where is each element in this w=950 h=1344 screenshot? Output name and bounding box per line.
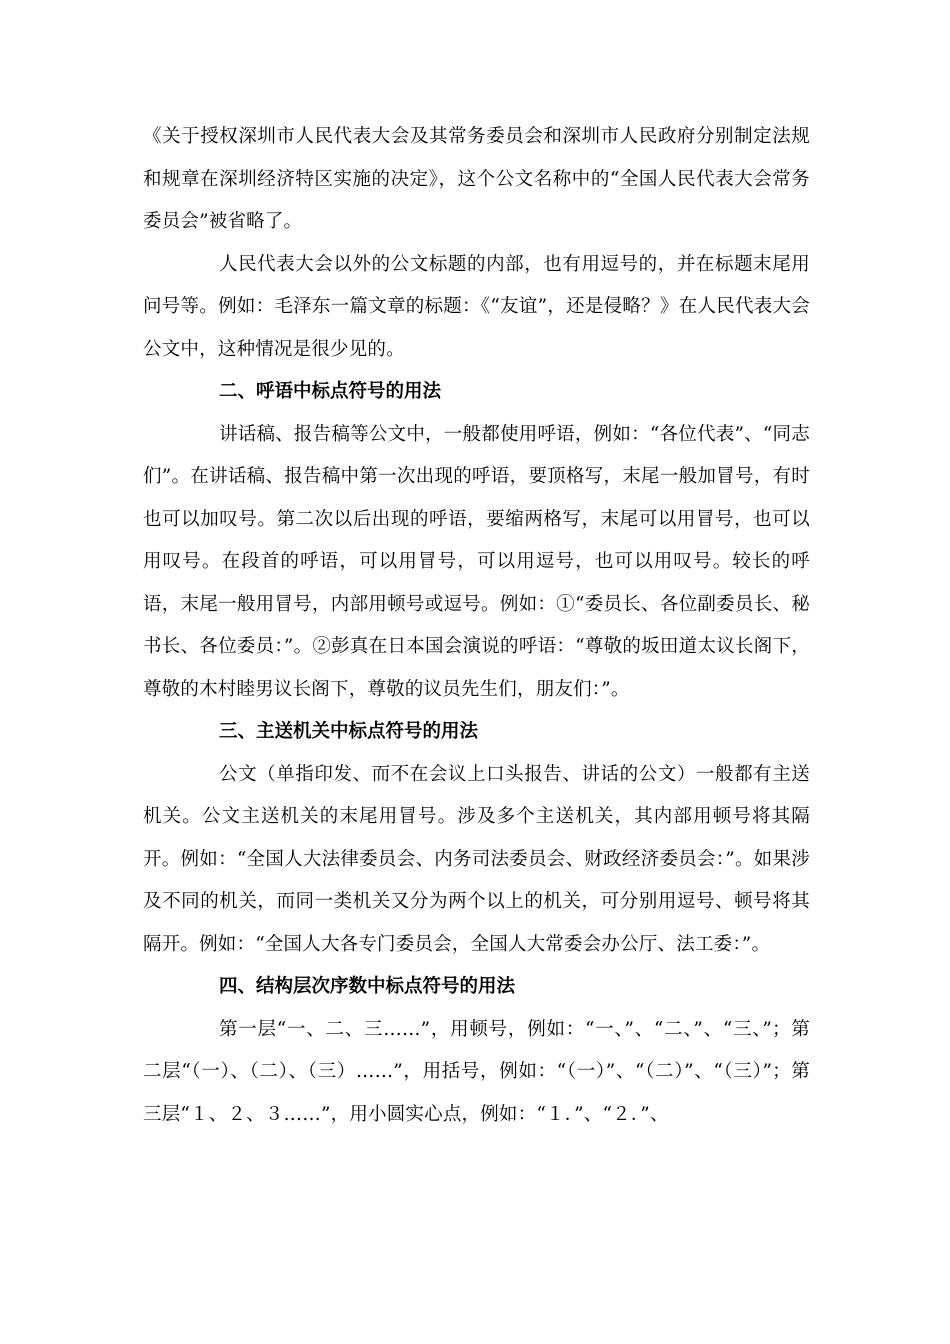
paragraph-recipient: 公文（单指印发、而不在会议上口头报告、讲话的公文）一般都有主送机关。公文主送机关的末尾用冒号。涉及多个主送机关，其内部用顿号将其隔开。例如：“全国人大法律委员会、内务司法委员会、财政经济委员会：”。如果涉及不同的机关，而同一类机关又分为两个以上的机关，可分别用逗号、顿号将其隔开。例如：“全国人大各专门委员会，全国人大常委会办公厅、法工委：”。: [143, 763, 810, 955]
section-heading-numbering: 四、结构层次序数中标点符号的用法: [219, 976, 516, 997]
paragraph-numbering: 第一层“一、二、三……”，用顿号，例如：“一、”、“二、”、“三、”；第二层“（一）、（二）、（三）……”，用括号，例如：“（一）”、“（二）”、“（三）”；第三层“１、２、３……”，用小圆实心点，例如：“１．”、“２．”、: [143, 1018, 810, 1125]
document-body: [143, 116, 810, 1136]
paragraph-continuation: 《关于授权深圳市人民代表大会及其常务委员会和深圳市人民政府分别制定法规和规章在深圳经济特区实施的决定》，这个公文名称中的“全国人民代表大会常务委员会”被省略了。: [143, 126, 810, 232]
section-heading-recipient: 三、主送机关中标点符号的用法: [219, 721, 479, 742]
paragraph-title-punctuation: 人民代表大会以外的公文标题的内部，也有用逗号的，并在标题末尾用问号等。例如：毛泽东一篇文章的标题：《“友谊”，还是侵略？》在人民代表大会公文中，这种情况是很少见的。: [143, 253, 810, 360]
section-heading-salutation: 二、呼语中标点符号的用法: [219, 381, 442, 402]
paragraph-salutation: 讲话稿、报告稿等公文中，一般都使用呼语，例如：“各位代表”、“同志们”。在讲话稿、报告稿中第一次出现的呼语，要顶格写，末尾一般加冒号，有时也可以加叹号。第二次以后出现的呼语，要缩两格写，末尾可以用冒号，也可以用叹号。在段首的呼语，可以用冒号，可以用逗号，也可以用叹号。较长的呼语，末尾一般用冒号，内部用顿号或逗号。例如：①“委员长、各位副委员长、秘书长、各位委员：”。②彭真在日本国会演说的呼语：“尊敬的坂田道太议长阁下，尊敬的木村睦男议长阁下，尊敬的议员先生们，朋友们：”。: [143, 423, 810, 700]
